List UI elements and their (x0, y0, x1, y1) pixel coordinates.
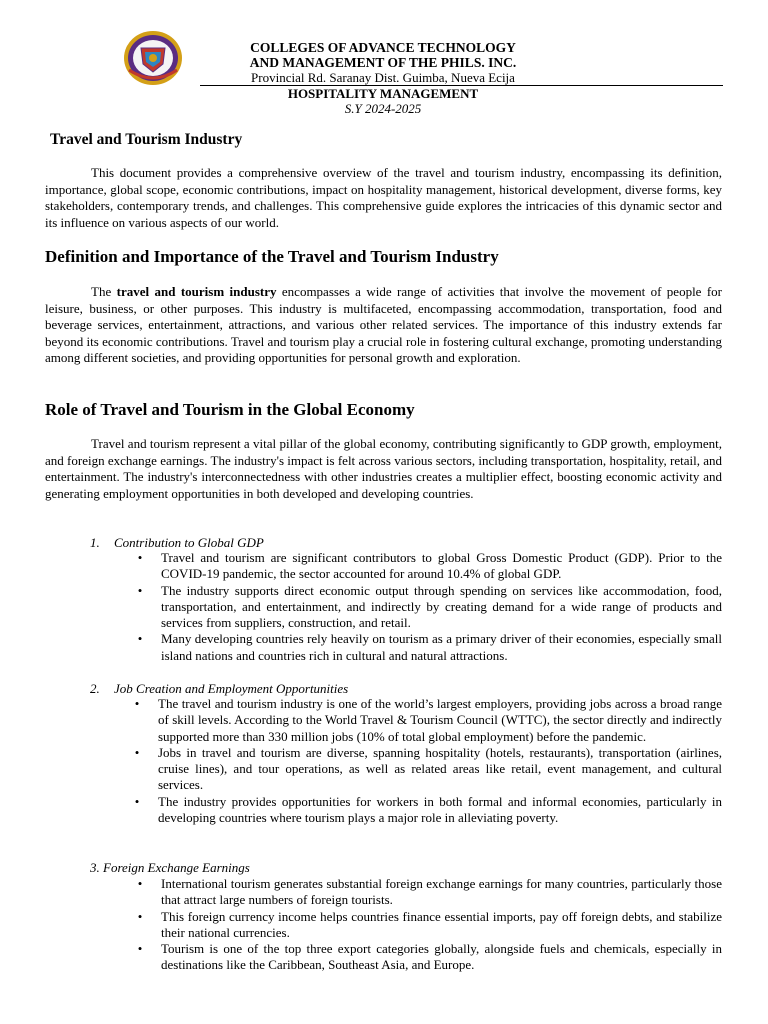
school-year: S.Y 2024-2025 (344, 101, 422, 116)
list-item-text: Jobs in travel and tourism are diverse, spanning hospitality (hotels, restaurants), transportation (airlines, cruise lines), and tour operations, as well as related areas like retail, event management, and cultural services. (158, 744, 722, 793)
subsection-title: Contribution to Global GDP (114, 535, 264, 550)
list-item-text: International tourism generates substantial foreign exchange earnings for many countries, particularly those that attract large numbers of foreign tourists. (161, 876, 722, 908)
subsection-title: Foreign Exchange Earnings (103, 860, 250, 875)
list-item (137, 582, 722, 632)
gdp-bullet-list (137, 550, 722, 664)
subsection-forex-title (90, 860, 250, 876)
forex-bullet-list (137, 876, 722, 974)
institution-name-line2: AND MANAGEMENT OF THE PHILS. INC. (249, 55, 517, 70)
economy-paragraph: Travel and tourism represent a vital pillar of the global economy, contributing significantly to GDP growth, employment, and foreign exchange earnings. The industry's impact is felt across various sectors, including transportation, hospitality, retail, and entertainment. The industry's interconnectedness with other industries creates a multiplier effect, boosting economic activity and generating employment opportunities in both developed and developing countries. (45, 436, 722, 501)
subsection-number: 2. (90, 681, 100, 696)
definition-term: travel and tourism industry (116, 284, 277, 299)
document-title: Travel and Tourism Industry (50, 131, 243, 148)
bullet-icon: • (137, 908, 143, 924)
list-item (137, 941, 722, 974)
list-item (137, 876, 722, 909)
bullet-icon: • (137, 550, 143, 565)
subsection-number: 1. (90, 535, 100, 550)
list-item (137, 908, 722, 942)
institution-address: Provincial Rd. Saranay Dist. Guimba, Nueva Ecija (251, 70, 515, 85)
subsection-jobs-title (90, 681, 348, 697)
bullet-icon: • (134, 696, 140, 711)
list-item-text: The industry provides opportunities for workers in both formal and informal economies, particularly in developing countries where tourism plays a major role in alleviating poverty. (158, 793, 722, 826)
jobs-bullet-list (134, 696, 722, 826)
definition-text-body: encompasses a wide range of activities that involve the movement of people for leisure, business, or other purposes. This industry is multifaceted, encompassing accommodation, transportation, food and beverage services, entertainment, attractions, and various other related services. The importance of this industry extends far beyond its economic contributions. Travel and tourism play a crucial role in fostering cultural exchange, promoting understanding among different societies, and providing opportunities for personal growth and exploration. (45, 284, 723, 365)
list-item (137, 550, 722, 583)
bullet-icon: • (137, 631, 143, 647)
bullet-icon: • (134, 793, 140, 809)
subsection-number: 3. (90, 860, 100, 875)
institution-name-line1: COLLEGES OF ADVANCE TECHNOLOGY (250, 40, 516, 55)
bullet-icon: • (134, 744, 140, 760)
list-item-text: Many developing countries rely heavily on tourism as a primary driver of their economies, especially small island nations and countries rich in cultural and natural attractions. (161, 631, 722, 663)
list-item-text: The travel and tourism industry is one of the world’s largest employers, providing jobs across a broad range of skill levels. According to the World Travel & Tourism Council (WTTC), the sector directly and indirectly supported more than 330 million jobs (10% of total global employment) before the pandemic. (158, 696, 722, 744)
department-name: HOSPITALITY MANAGEMENT (287, 86, 479, 101)
economy-heading: Role of Travel and Tourism in the Global Economy (45, 400, 415, 419)
definition-heading: Definition and Importance of the Travel and Tourism Industry (45, 247, 499, 266)
bullet-icon: • (137, 941, 143, 957)
list-item-text: This foreign currency income helps countries finance essential imports, pay off foreign debts, and stabilize their national currencies. (161, 908, 722, 940)
intro-paragraph: This document provides a comprehensive overview of the travel and tourism industry, encompassing its definition, importance, global scope, economic contributions, impact on hospitality management, historical development, diverse forms, key stakeholders, contemporary trends, and challenges. This comprehensive guide explores the intricacies of this dynamic sector and its influence on various aspects of our world. (45, 165, 722, 230)
bullet-icon: • (137, 876, 143, 891)
list-item (137, 631, 722, 664)
list-item-text: Tourism is one of the top three export categories globally, alongside fuels and chemicals, especially in destinations like the Caribbean, Southeast Asia, and Europe. (161, 941, 722, 973)
list-item-text: The industry supports direct economic output through spending on services like accommodation, food, transportation, and entertainment, and indirectly by creating demand for a wide range of products and services from suppliers, construction, and retail. (161, 582, 722, 631)
school-seal-icon (123, 30, 183, 86)
bullet-icon: • (137, 582, 143, 598)
subsection-gdp-title (90, 535, 264, 551)
definition-paragraph (45, 284, 722, 367)
list-item (134, 696, 722, 745)
list-item-text: Travel and tourism are significant contributors to global Gross Domestic Product (GDP). Prior to the COVID-19 pandemic, the sector accounted for around 10.4% of global GDP. (161, 550, 722, 582)
subsection-title: Job Creation and Employment Opportunities (114, 681, 349, 696)
list-item (134, 744, 722, 794)
definition-text-lead: The (91, 284, 117, 299)
list-item (134, 793, 722, 827)
